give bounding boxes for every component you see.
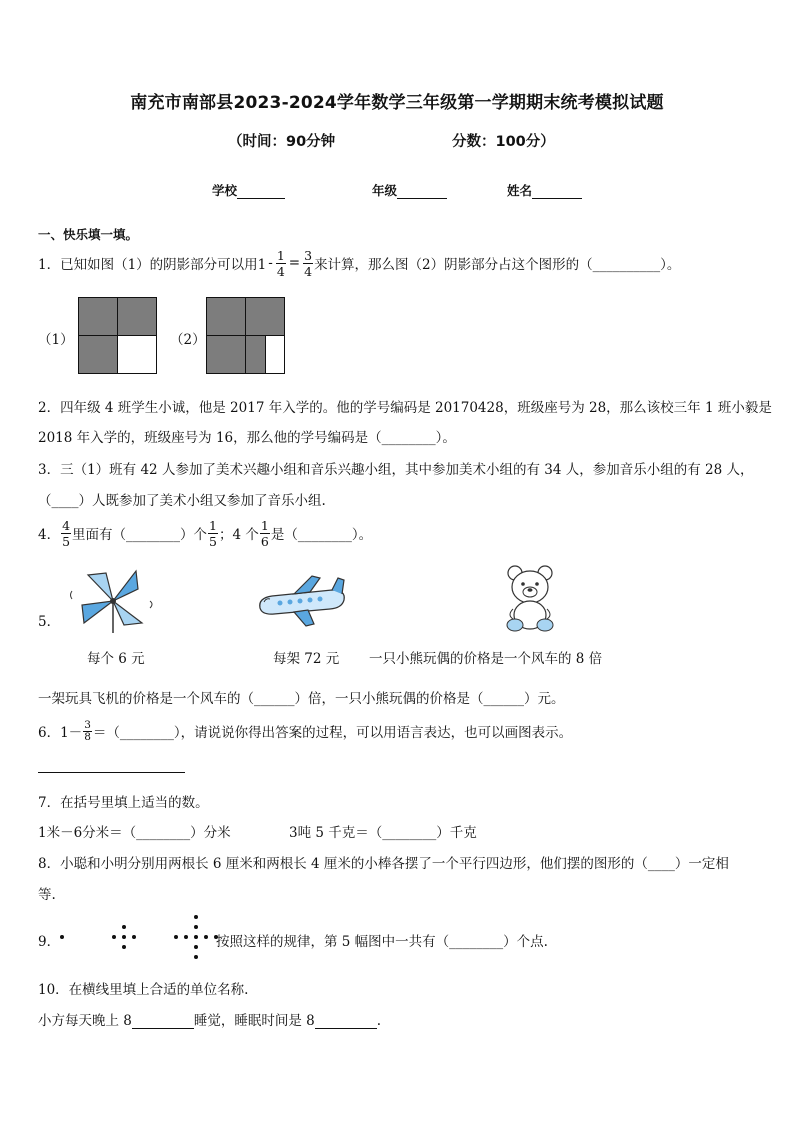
fraction-1-6: $\frac{1}{6}$ — [260, 517, 269, 549]
question-2-line-1: 2．四年级 4 班学生小诚，他是 2017 年入学的。他的学号编码是 20170428，班级座号为 28，那么该校三年 1 班小毅是 — [38, 400, 772, 416]
exam-score: 分数：100分） — [452, 134, 555, 150]
question-5-number: 5． — [38, 614, 61, 630]
fraction-1-4: $\frac{1}{4}$ — [276, 247, 285, 279]
fraction-3-8: $\frac{3}{8}$ — [84, 718, 91, 743]
name-field[interactable] — [507, 181, 582, 199]
question-9-number: 9． — [38, 934, 61, 950]
figure-1-label: （1） — [38, 332, 74, 348]
grade-blank[interactable] — [397, 184, 447, 199]
figure-2-label: （2） — [170, 332, 206, 348]
unit-blank-1[interactable] — [132, 1014, 194, 1029]
grade-label: 年级 — [372, 183, 398, 198]
question-4: 4． $\frac{4}{5}$ 里面有（________）个 $\frac{1}{5}$ ；4 个 $\frac{1}{6}$ 是（________）。 — [38, 517, 373, 549]
pinwheel-caption: 每个 6 元 — [87, 651, 145, 667]
question-6: 6．1－ $\frac{3}{8}$ ＝（________），请说说你得出答案的过程，可以用语言表达，也可以画图表示。 — [38, 718, 573, 743]
grade-field[interactable] — [372, 181, 447, 199]
question-7-b: 3吨 5 千克＝（________）千克 — [289, 825, 477, 841]
question-10-title: 10．在横线里填上合适的单位名称. — [38, 982, 249, 998]
answer-line[interactable] — [38, 772, 185, 773]
question-1: 1．已知如图（1）的阴影部分可以用1 - $\frac{1}{4}$ = $\frac{3}{4}$ 来计算，那么图（2）阴影部分占这个图形的（__________）。 — [38, 247, 681, 279]
question-9-text: 按照这样的规律，第 5 幅图中一共有（________）个点. — [216, 934, 548, 950]
question-3-line-2: （____）人既参加了美术小组又参加了音乐小组. — [38, 493, 326, 509]
pinwheel-image — [68, 565, 158, 635]
page-title: 南充市南部县2023-2024学年数学三年级第一学期期末统考模拟试题 — [130, 93, 664, 113]
school-blank[interactable] — [237, 184, 285, 199]
teddy-bear-image — [503, 563, 557, 633]
bear-caption: 一只小熊玩偶的价格是一个风车的 8 倍 — [369, 651, 603, 667]
question-2-line-2: 2018 年入学的，班级座号为 16，那么他的学号编码是（________）。 — [38, 430, 456, 446]
question-10-sentence: 小方每天晚上 8 睡觉，睡眠时间是 8 . — [38, 1013, 382, 1029]
fraction-3-4: $\frac{3}{4}$ — [304, 247, 313, 279]
question-7-title: 7．在括号里填上适当的数。 — [38, 795, 209, 811]
section-title: 一、快乐填一填。 — [38, 227, 139, 242]
exam-time: （时间：90分钟 — [228, 134, 336, 150]
unit-blank-2[interactable] — [315, 1014, 377, 1029]
question-5-text: 一架玩具飞机的价格是一个风车的（______）倍，一只小熊玩偶的价格是（______）元。 — [38, 691, 565, 707]
fraction-1-5: $\frac{1}{5}$ — [209, 517, 217, 549]
name-blank[interactable] — [532, 184, 582, 199]
question-3-line-1: 3．三（1）班有 42 人参加了美术兴趣小组和音乐兴趣小组，其中参加美术小组的有 34 人，参加音乐小组的有 28 人， — [38, 462, 754, 478]
name-label: 姓名 — [507, 183, 533, 198]
school-field[interactable] — [212, 181, 285, 199]
airplane-image — [254, 572, 350, 628]
school-label: 学校 — [212, 183, 238, 198]
question-8-line-1: 8．小聪和小明分别用两根长 6 厘米和两根长 4 厘米的小棒各摆了一个平行四边形，他们摆的图形的（____）一定相 — [38, 856, 729, 872]
fraction-4-5: $\frac{4}{5}$ — [62, 517, 71, 549]
question-8-line-2: 等. — [38, 887, 56, 903]
airplane-caption: 每架 72 元 — [273, 651, 340, 667]
question-7-a: 1米－6分米＝（________）分米 — [38, 825, 231, 841]
